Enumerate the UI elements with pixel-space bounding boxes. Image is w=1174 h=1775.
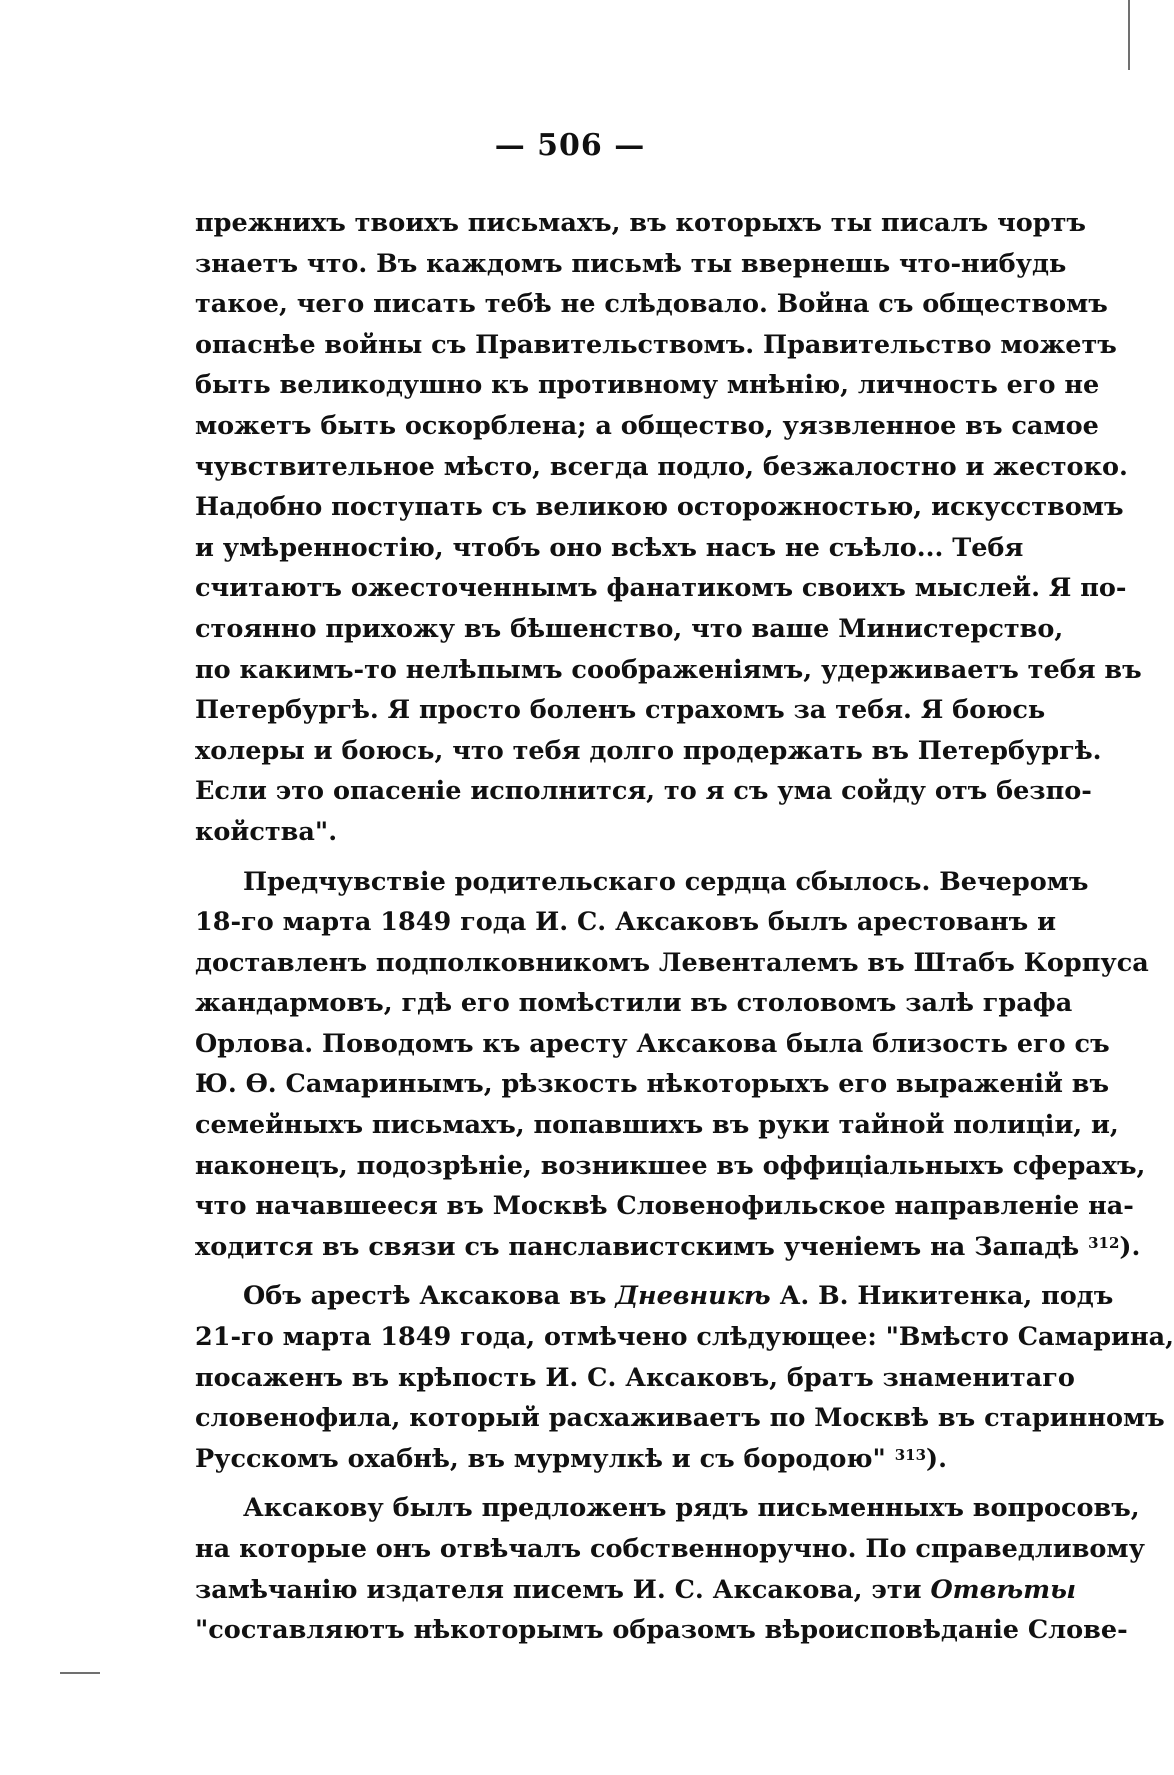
paragraph-2 — [195, 862, 1149, 1268]
text-line: на которые онъ отвѣчалъ собственноручно. По справедливому — [195, 1534, 1145, 1564]
text-line: 18-го марта 1849 года И. С. Аксаковъ былъ арестованъ и — [195, 907, 1057, 938]
text-line: жандармовъ, гдѣ его помѣстили въ столовомъ залѣ графа — [195, 988, 1073, 1019]
text-line: "составляютъ нѣкоторымъ образомъ вѣроисповѣданіе Слове- — [195, 1615, 1128, 1646]
line-text: замѣчанію издателя писемъ И. С. Аксакова, эти — [195, 1574, 931, 1605]
text-line: Орлова. Поводомъ къ аресту Аксакова была близость его съ — [195, 1028, 1110, 1059]
text-line: Если это опасеніе исполнится, то я съ ума сойду отъ безпо- — [195, 776, 1092, 807]
page-edge-mark — [1128, 0, 1130, 70]
text-line: стоянно прихожу въ бѣшенство, что ваше Министерство, — [195, 613, 1064, 644]
paragraph-1 — [195, 203, 1142, 853]
text-line: Предчувствіе родительскаго сердца сбылось. Вечеромъ — [243, 866, 1089, 897]
text-line: холеры и боюсь, что тебя долго продержать въ Петербургѣ. — [195, 735, 1102, 766]
text-line: опаснѣе войны съ Правительствомъ. Правительство можетъ — [195, 329, 1117, 360]
paragraph-3 — [195, 1276, 1174, 1479]
text-line: и умѣренностію, чтобъ оно всѣхъ насъ не съѣло... Тебя — [195, 532, 1024, 563]
footnote-close: ). — [926, 1443, 947, 1474]
text-line: доставленъ подполковникомъ Левенталемъ въ Штабъ Корпуса — [195, 947, 1149, 978]
text-line: Аксакову былъ предложенъ рядъ письменныхъ вопросовъ, — [243, 1493, 1140, 1524]
line-text: Объ арестѣ Аксакова въ — [243, 1281, 616, 1312]
footnote-ref: 313 — [894, 1445, 927, 1464]
footnote-ref: 312 — [1088, 1233, 1120, 1252]
italic-title: Дневникѣ — [615, 1281, 771, 1312]
text-line: по какимъ-то нелѣпымъ соображеніямъ, удерживаетъ тебя въ — [195, 654, 1142, 685]
text-line — [195, 1227, 1141, 1268]
text-line: семейныхъ письмахъ, попавшихъ въ руки тайной полиціи, и, — [195, 1110, 1119, 1141]
text-line: прежнихъ твоихъ письмахъ, въ которыхъ ты писалъ чортъ — [195, 208, 1086, 238]
text-line: посаженъ въ крѣпость И. С. Аксаковъ, братъ знаменитаго — [195, 1362, 1075, 1393]
page-number: — 506 — — [494, 128, 646, 163]
body-text — [195, 203, 1174, 1651]
text-line: можетъ быть оскорблена; а общество, уязвленное въ самое — [195, 410, 1099, 441]
italic-title: Отвѣты — [930, 1574, 1077, 1605]
text-line: 21-го марта 1849 года, отмѣчено слѣдующее: "Вмѣсто Самарина, — [195, 1322, 1174, 1353]
line-text: Русскомъ охабнѣ, въ мурмулкѣ и съ бородою" — [195, 1443, 886, 1474]
text-line: считаютъ ожесточеннымъ фанатикомъ своихъ мыслей. Я по- — [195, 573, 1127, 604]
text-line: знаетъ что. Въ каждомъ письмѣ ты ввернешь что-нибудь — [195, 248, 1067, 279]
page-edge-mark-bottom — [60, 1672, 100, 1674]
text-line: Надобно поступать съ великою осторожностью, искусствомъ — [195, 492, 1124, 523]
text-line: наконецъ, подозрѣніе, возникшее въ оффиціальныхъ сферахъ, — [195, 1150, 1146, 1181]
text-line: что начавшееся въ Москвѣ Словенофильское направленіе на- — [195, 1191, 1134, 1222]
text-line — [195, 1276, 1114, 1317]
text-line — [195, 1439, 1015, 1480]
text-line: Петербургѣ. Я просто боленъ страхомъ за тебя. Я боюсь — [195, 695, 1046, 726]
footnote-close: ). — [1119, 1231, 1141, 1262]
text-line — [195, 1570, 1077, 1611]
line-text: ходится въ связи съ панславистскимъ ученіемъ на Западѣ — [195, 1231, 1080, 1262]
text-line: чувствительное мѣсто, всегда подло, безжалостно и жестоко. — [195, 451, 1128, 482]
text-line: словенофила, который расхаживаетъ по Москвѣ въ старинномъ — [195, 1403, 1165, 1434]
text-line: быть великодушно къ противному мнѣнію, личность его не — [195, 370, 1100, 401]
line-text: А. В. Никитенка, подъ — [770, 1281, 1114, 1312]
text-line: койства". — [195, 816, 338, 847]
text-line: Ю. Ѳ. Самаринымъ, рѣзкость нѣкоторыхъ его выраженій въ — [195, 1069, 1110, 1100]
paragraph-4 — [195, 1488, 1145, 1650]
text-line: такое, чего писать тебѣ не слѣдовало. Война съ обществомъ — [195, 289, 1108, 320]
